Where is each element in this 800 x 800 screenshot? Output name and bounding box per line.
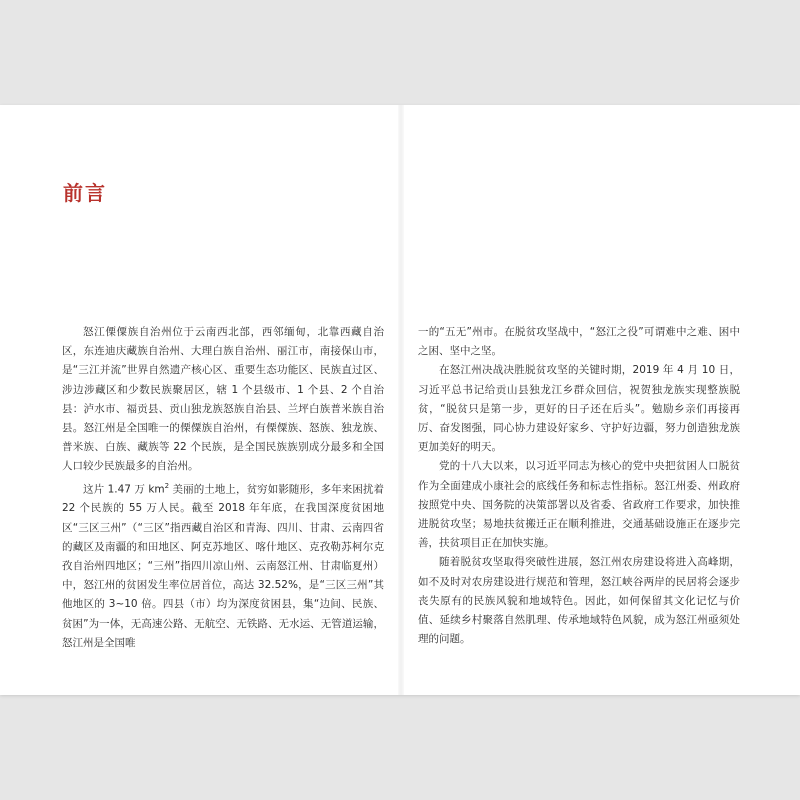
paragraph-policy: 党的十八大以来，以习近平同志为核心的党中央把贫困人口脱贫作为全面建成小康社会的底线任务和标志性指标。怒江州委、州政府按照党中央、国务院的决策部署以及省委、省政府工作要求，加快推进脱贫攻坚；易地扶贫搬迁正在顺利推进，交通基础设施正在逐步完善，扶贫项目正在加快实施。	[418, 460, 740, 550]
paragraph-text: 美丽的土地上，贫穷如影随形，多年来困扰着 22 个民族的 55 万人民。截至 2018 年年底，在我国深度贫困地区“三区三州”（“三区”指西藏自治区和青海、四川、甘肃、云南四省的藏区及南疆的和田地区、阿克苏地区、喀什地区、克孜勒苏柯尔克孜自治州四地区；“三州”指四川凉山州、云南怒江州、甘肃临夏州）中，怒江州的贫困发生率位居首位，高达 32.52%，是“三区三州”其他地区的 3~10 倍。四县（市）均为深度贫困县，集“边间、民族、贫困”为一体，无高速公路、无航空、无铁路、无水运、无管道运输，怒江州是全国唯	[62, 483, 385, 649]
superscript-unit: 2	[164, 481, 170, 490]
paragraph-poverty	[62, 477, 384, 653]
right-column	[418, 323, 740, 649]
paragraph-text: 怒江傈僳族自治州位于云南西北部，西邻缅甸，北靠西藏自治区，东连迪庆藏族自治州、大理白族自治州、丽江市，南接保山市，是“三江并流”世界自然遗产核心区、重要生态功能区、民族直过区、涉边涉藏区和少数民族聚居区，辖 1 个县级市、1 个县、2 个自治县：泸水市、福贡县、贡山独龙族怒族自治县、兰坪白族普米族自治县。怒江州是全国唯一的傈僳族自治州，有傈僳族、怒族、独龙族、普米族、白族、藏族等 22 个民族，是全国民族族别成分最多和全国人口较少民族最多的自治州。	[62, 326, 384, 473]
book-spine	[398, 105, 404, 695]
paragraph-intro	[62, 323, 384, 477]
paragraph-continuation: 一的“五无”州市。在脱贫攻坚战中，“怒江之役”可谓难中之难、困中之困、坚中之坚。	[418, 326, 740, 358]
page-title: 前言	[63, 181, 107, 205]
paragraph-text: 这片 1.47 万 km	[83, 483, 165, 496]
left-column	[62, 323, 384, 653]
paragraph-letter: 在怒江州决战决胜脱贫攻坚的关键时期，2019 年 4 月 10 日，习近平总书记给贡山县独龙江乡群众回信，祝贺独龙族实现整族脱贫，“脱贫只是第一步，更好的日子还在后头”。勉励乡亲们再接再厉、奋发图强，同心协力建设好家乡、守护好边疆，努力创造独龙族更加美好的明天。	[418, 364, 740, 454]
paragraph-housing: 随着脱贫攻坚取得突破性进展，怒江州农房建设将进入高峰期，如不及时对农房建设进行规范和管理，怒江峡谷两岸的民居将会逐步丧失原有的民族风貌和地域特色。因此，如何保留其文化记忆与价值、延续乡村聚落自然肌理、传承地域特色风貌，成为怒江州亟须处理的问题。	[418, 556, 740, 646]
book-spread	[0, 105, 800, 695]
